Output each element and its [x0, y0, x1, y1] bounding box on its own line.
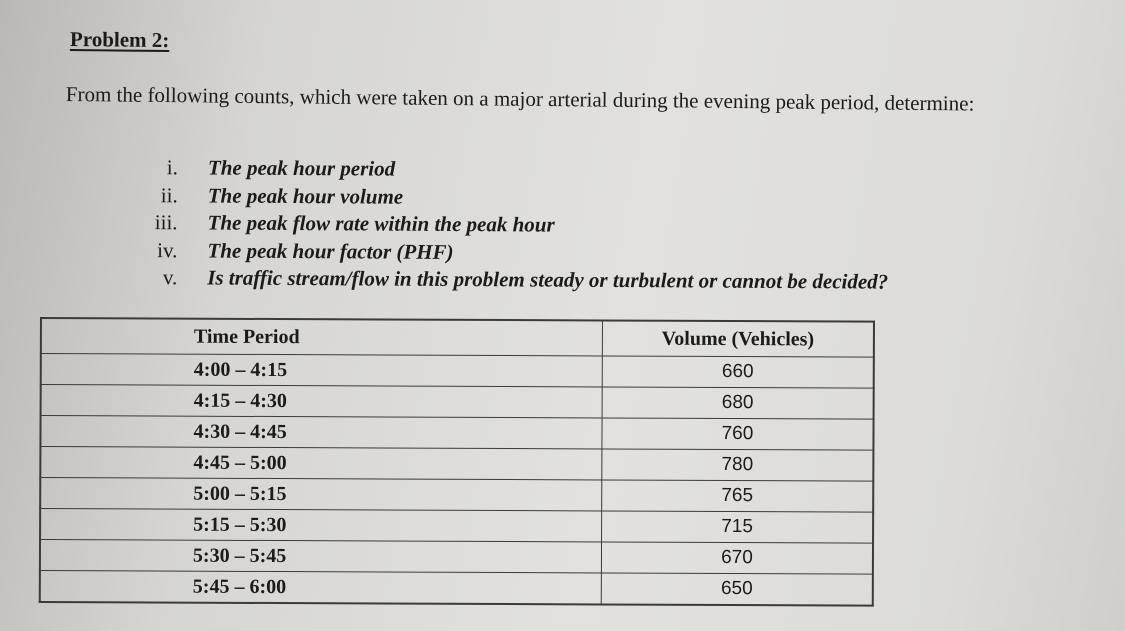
volume-header: Volume (Vehicles) [602, 320, 874, 357]
time-period-cell: 5:00 – 5:15 [40, 478, 602, 511]
table-row [40, 478, 873, 513]
volume-cell: 670 [601, 542, 873, 574]
volume-cell: 650 [601, 573, 873, 606]
table-row [40, 571, 873, 606]
time-period-cell: 4:45 – 5:00 [40, 447, 602, 480]
volume-cell: 780 [602, 449, 874, 481]
task-text: The peak hour volume [207, 182, 404, 209]
task-item [127, 265, 888, 297]
table-row [41, 354, 874, 389]
volume-table [39, 317, 875, 607]
table-row [40, 540, 873, 575]
task-numeral: i. [166, 155, 178, 180]
problem-heading: Problem 2: [69, 27, 170, 53]
table-row [40, 447, 873, 482]
task-numeral: iv. [157, 237, 178, 262]
time-period-header: Time Period [41, 318, 603, 356]
problem-intro: From the following counts, which were taken on a major arterial during the evening peak period, determine: [65, 81, 975, 116]
time-period-cell: 5:15 – 5:30 [40, 509, 602, 542]
task-text: The peak hour factor (PHF) [207, 237, 454, 264]
table-row [40, 509, 873, 544]
volume-cell: 765 [602, 480, 874, 512]
task-text: The peak flow rate within the peak hour [207, 210, 555, 237]
task-numeral: iii. [154, 210, 178, 235]
volume-cell: 760 [602, 418, 874, 450]
time-period-cell: 4:15 – 4:30 [41, 385, 603, 418]
task-numeral: ii. [160, 182, 178, 207]
volume-cell: 660 [602, 356, 874, 388]
task-list [127, 155, 889, 297]
time-period-cell: 4:00 – 4:15 [41, 354, 603, 387]
table-row [40, 416, 873, 451]
time-period-cell: 5:45 – 6:00 [40, 571, 602, 605]
volume-table-wrapper [39, 317, 875, 607]
volume-cell: 715 [602, 511, 874, 543]
task-text: Is traffic stream/flow in this problem steady or turbulent or cannot be decided? [207, 265, 889, 294]
table-row [41, 385, 874, 420]
time-period-cell: 4:30 – 4:45 [40, 416, 602, 449]
task-numeral: v. [162, 265, 178, 290]
task-text: The peak hour period [207, 155, 396, 181]
table-header-row [41, 318, 874, 357]
time-period-cell: 5:30 – 5:45 [40, 540, 602, 573]
volume-cell: 680 [602, 387, 874, 419]
